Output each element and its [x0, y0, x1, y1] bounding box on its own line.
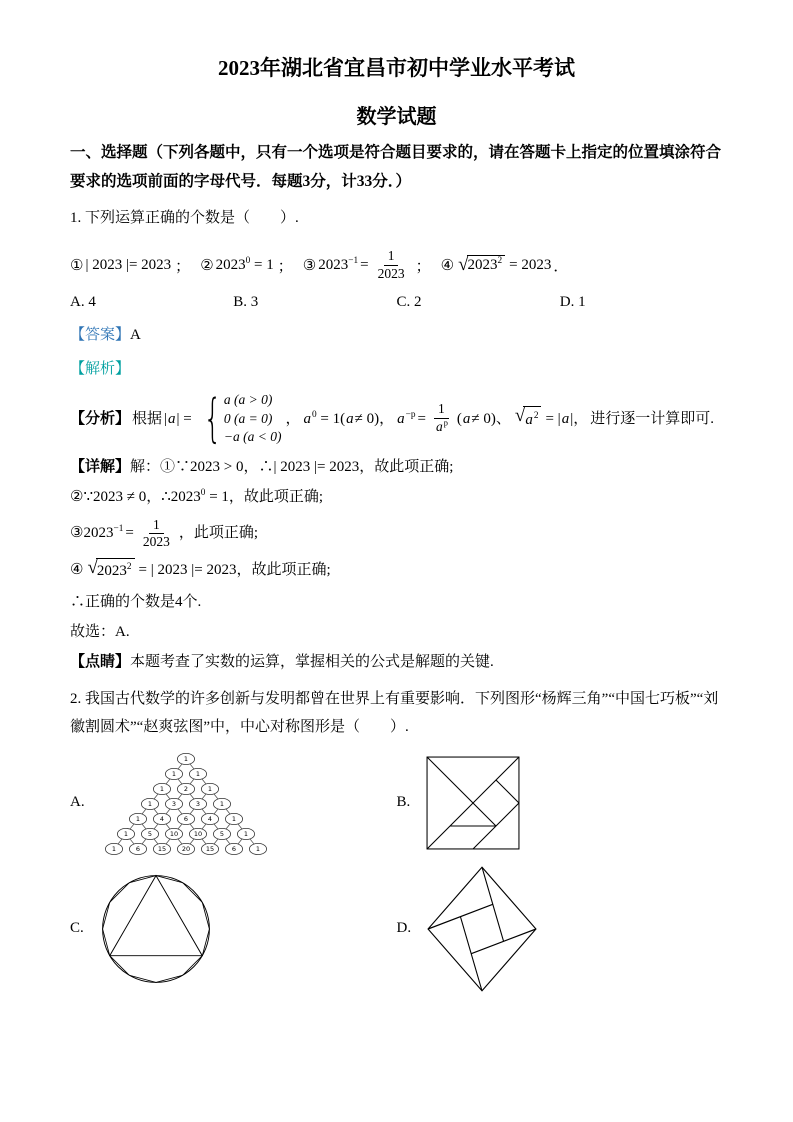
figure-cell-b — [397, 748, 724, 858]
dianjing-text: 本题考查了实数的运算，掌握相关的公式是解题的关键. — [130, 654, 494, 670]
svg-text:4: 4 — [159, 814, 164, 823]
detail-fraction — [139, 517, 174, 552]
detail-pre — [70, 522, 123, 545]
var-a: a — [561, 410, 570, 427]
exponent: −1 — [348, 255, 359, 266]
denominator: 2023 — [142, 534, 170, 550]
q1-detail-line6: 故选：A. — [70, 623, 130, 640]
svg-text:15: 15 — [157, 844, 166, 853]
item2-expression — [216, 257, 274, 274]
figure-cell-d — [397, 866, 724, 992]
period: ． — [553, 258, 569, 275]
svg-text:1: 1 — [255, 844, 260, 853]
sqrt-rule-radical — [515, 406, 542, 432]
svg-text:3: 3 — [171, 799, 176, 808]
svg-text:10: 10 — [169, 829, 178, 838]
svg-text:1: 1 — [123, 829, 128, 838]
option-a: A. 4 — [70, 294, 96, 311]
base: 2023 — [318, 256, 349, 273]
svg-text:10: 10 — [193, 829, 202, 838]
q1-expression-row — [70, 240, 723, 290]
bar-equals: | = — [176, 410, 192, 427]
q1-detail-line1 — [70, 456, 723, 479]
svg-text:1: 1 — [207, 784, 212, 793]
svg-text:6: 6 — [231, 844, 236, 853]
item2-circled-number: ② — [200, 257, 214, 274]
answer-tag: 【答案】 — [70, 327, 131, 344]
svg-text:20: 20 — [181, 844, 190, 853]
q1-options — [70, 294, 723, 311]
abs-value-lhs — [164, 407, 192, 431]
svg-text:1: 1 — [159, 784, 164, 793]
var-a: a — [346, 410, 354, 427]
base: ③2023 — [70, 525, 114, 542]
q1-detail-line4 — [70, 558, 723, 583]
q2-figure-grid — [70, 748, 723, 992]
detail-post: ，此项正确; — [178, 525, 258, 542]
numerator: 1 — [149, 517, 164, 535]
detail-post: = 1，故此项正确; — [209, 489, 324, 506]
detail-radical — [87, 558, 134, 583]
dianjing-tag: 【点睛】 — [70, 654, 131, 670]
base: 2023 — [467, 257, 498, 274]
xiangjie-tag: 【详解】 — [70, 459, 131, 475]
yanghui-triangle-figure — [101, 748, 271, 858]
fenxi-lead: 根据 — [132, 410, 163, 427]
separator: ； — [415, 258, 431, 275]
case-rows — [224, 391, 282, 446]
fenxi-tail: 进行逐一计算即可. — [590, 410, 714, 427]
bar: | — [164, 410, 168, 427]
sqrt-rule-rhs — [545, 407, 588, 431]
svg-text:2: 2 — [183, 784, 188, 793]
separator: ； — [175, 258, 191, 275]
base: 2023 — [215, 256, 246, 273]
figure-a-label: A. — [70, 794, 85, 811]
document-title: 2023年湖北省宜昌市初中学业水平考试 — [218, 56, 575, 80]
item-number: ④ — [70, 562, 84, 579]
exponent: 0 — [311, 409, 317, 420]
svg-text:6: 6 — [135, 844, 140, 853]
txt: = | — [545, 410, 561, 427]
radicand — [467, 255, 506, 274]
figure-c-label: C. — [70, 920, 84, 937]
txt: ≠ 0)， — [354, 410, 395, 427]
svg-text:15: 15 — [205, 844, 214, 853]
zero-power-rule — [302, 407, 394, 431]
figure-cell-c — [70, 866, 397, 992]
equals-sign: = — [417, 410, 426, 427]
item3-fraction — [374, 248, 409, 283]
section1-header: 一、选择题（下列各题中，只有一个选项是符合题目要求的，请在答题卡上指定的位置填涂符合要求的选项前面的字母代号．每题3分，计33分．） — [70, 144, 722, 190]
q1-stem: 1. 下列运算正确的个数是（ ）. — [70, 210, 299, 227]
q2-stem: 2. 我国古代数学的许多创新与发明都曾在世界上有重要影响．下列图形“杨辉三角”“中国七巧板”“刘徽割圆术”“赵爽弦图”中，中心对称图形是（ ）. — [70, 691, 719, 735]
equals-sign: = — [125, 525, 134, 542]
txt: ( — [456, 410, 462, 427]
svg-text:5: 5 — [147, 829, 152, 838]
item4-rhs: = 2023 — [509, 256, 552, 273]
q1-answer-line — [70, 323, 723, 347]
exponent: 0 — [200, 488, 206, 499]
comma: ， — [285, 410, 301, 427]
figure-d-label: D. — [396, 920, 412, 937]
txt: ≠ 0)、 — [471, 410, 511, 427]
item3-circled-number: ③ — [302, 257, 317, 274]
rest: = 1 — [254, 256, 274, 273]
exponent: −1 — [113, 524, 124, 535]
item1-expression: | 2023 |= 2023 — [85, 256, 172, 273]
svg-text:1: 1 — [111, 844, 116, 853]
liuhui-circle-figure — [100, 873, 212, 985]
option-c: C. 2 — [396, 294, 422, 311]
exponent: p — [443, 418, 448, 428]
q1-detail-line5: ∴正确的个数是4个. — [70, 593, 202, 610]
svg-text:1: 1 — [195, 769, 200, 778]
svg-text:1: 1 — [183, 754, 188, 763]
q1-fenxi-line — [70, 388, 723, 449]
exponent: 2 — [126, 562, 132, 573]
piecewise-definition — [196, 388, 282, 449]
radicand — [96, 558, 135, 583]
item4-radical — [458, 255, 505, 275]
radicand — [523, 406, 541, 432]
numerator: 1 — [434, 401, 449, 419]
txt: = 1( — [320, 410, 346, 427]
item3-base — [318, 257, 358, 274]
var-a: a — [435, 419, 443, 435]
svg-text:1: 1 — [219, 799, 224, 808]
option-b: B. 3 — [233, 294, 259, 311]
equals-sign: = — [360, 256, 369, 273]
svg-text:1: 1 — [135, 814, 140, 823]
detail-text: 解：①∵2023 > 0，∴| 2023 |= 2023，故此项正确; — [130, 459, 454, 475]
radical-sign: √ — [514, 404, 526, 426]
radical-sign: √ — [458, 254, 469, 276]
svg-text:4: 4 — [207, 814, 212, 823]
numerator: 1 — [384, 248, 399, 266]
base: 2023 — [96, 563, 127, 580]
figure-b-label: B. — [396, 794, 411, 811]
figure-cell-a — [70, 748, 397, 858]
svg-text:5: 5 — [219, 829, 224, 838]
svg-text:1: 1 — [171, 769, 176, 778]
left-brace: { — [203, 388, 222, 449]
answer-value: A — [130, 327, 141, 344]
zhaoshuang-diagram-figure — [427, 866, 537, 992]
neg-power-fraction — [431, 401, 452, 436]
q1-analysis-tag-line — [70, 357, 723, 381]
exponent: 2 — [497, 256, 503, 267]
item1-circled-number: ① — [70, 257, 84, 274]
var-a: a — [397, 410, 405, 427]
document-subtitle: 数学试题 — [356, 106, 437, 128]
option-d: D. 1 — [559, 294, 586, 311]
denominator: 2023 — [377, 265, 405, 281]
exponent: 2 — [533, 410, 539, 421]
exponent: −p — [405, 409, 416, 420]
q1-detail-line2 — [70, 486, 723, 509]
case-row: a (a > 0) — [223, 392, 273, 408]
tangram-figure — [426, 756, 520, 850]
case-row: −a (a < 0) — [223, 428, 282, 444]
analysis-tag: 【解析】 — [70, 361, 131, 378]
svg-text:1: 1 — [243, 829, 248, 838]
txt: |， — [570, 410, 589, 427]
var-a: a — [525, 411, 533, 428]
neg-power-base — [396, 407, 415, 431]
svg-text:1: 1 — [147, 799, 152, 808]
var-a: a — [168, 410, 176, 427]
fenxi-tag: 【分析】 — [70, 410, 131, 427]
var-a: a — [303, 410, 311, 427]
svg-text:3: 3 — [195, 799, 200, 808]
svg-text:1: 1 — [231, 814, 236, 823]
separator: ； — [277, 258, 293, 275]
q1-dianjing-line — [70, 651, 723, 674]
radical-sign: √ — [87, 557, 98, 579]
detail-post: = | 2023 |= 2023，故此项正确; — [138, 562, 331, 579]
q1-detail-line3 — [70, 517, 723, 552]
svg-text:6: 6 — [183, 814, 188, 823]
denominator — [431, 419, 452, 436]
neg-power-condition — [457, 407, 511, 431]
detail-pre: ②∵2023 ≠ 0，∴2023 — [70, 489, 201, 506]
case-row: 0 (a = 0) — [223, 410, 273, 426]
item4-circled-number: ④ — [440, 257, 455, 274]
var-a: a — [462, 410, 471, 427]
exponent: 0 — [245, 255, 251, 266]
